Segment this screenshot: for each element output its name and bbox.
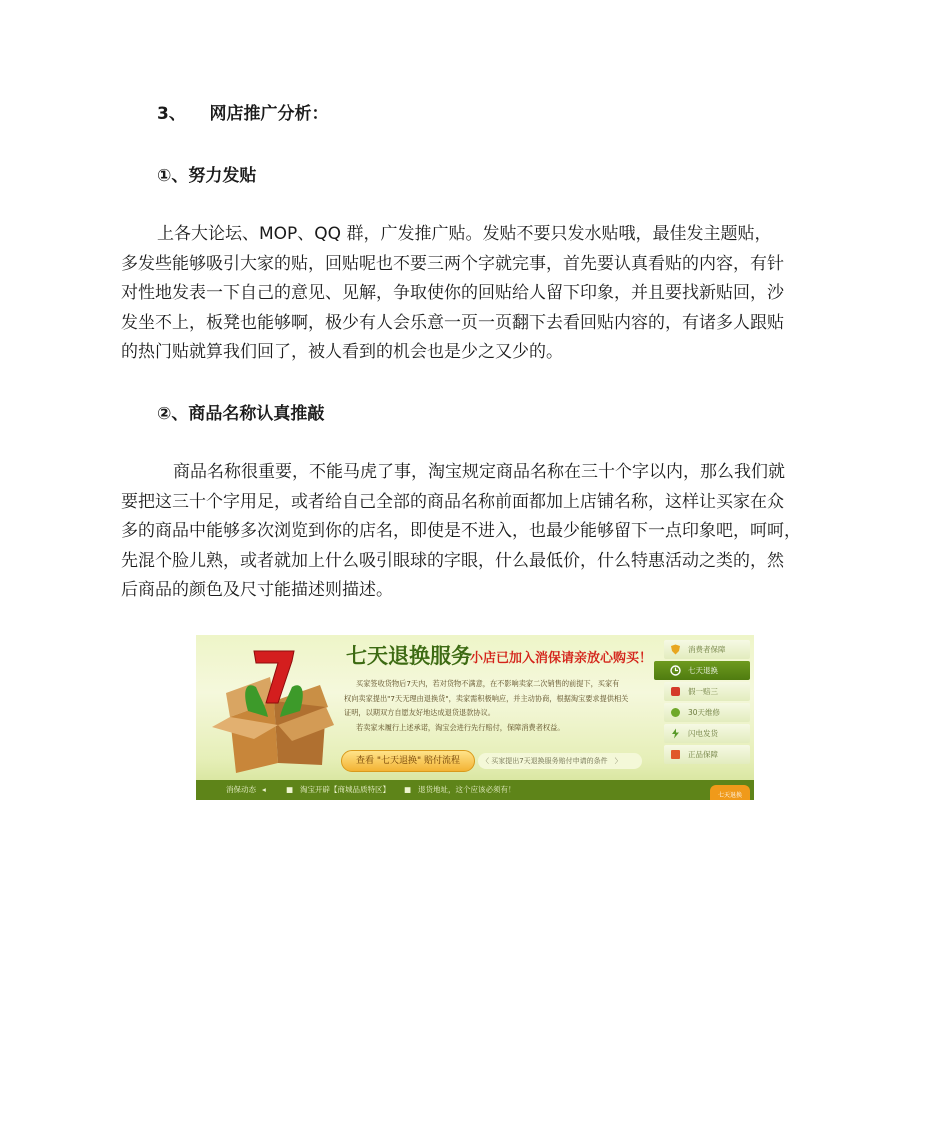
- side-item-consumer-protection[interactable]: [664, 640, 750, 659]
- side-item-label: 消费者保障: [688, 645, 726, 654]
- side-item-label: 30天维修: [688, 708, 721, 717]
- banner-body-line: 证明，以期双方自愿友好地达成退货退款协议。: [344, 708, 495, 717]
- paragraph-line: 上各大论坛、MOP、QQ 群，广发推广贴。发贴不要只发水贴哦，最佳发主题贴，: [157, 224, 772, 244]
- subsection-title-1: ①、努力发贴: [157, 166, 257, 186]
- side-item-thirty-day-repair[interactable]: [664, 703, 750, 722]
- section-number: 3、: [157, 104, 186, 124]
- banner-slogan: 小店已加入消保请亲放心购买！: [470, 651, 653, 666]
- service-side-menu: [664, 640, 750, 766]
- side-item-genuine-guarantee[interactable]: [664, 745, 750, 764]
- lightning-icon: [670, 728, 681, 739]
- seven-day-badge: 七天退换: [710, 785, 750, 800]
- paragraph-2: [121, 458, 841, 606]
- side-item-label: 闪电发货: [688, 729, 718, 738]
- ticker-label: 消保动态: [226, 785, 256, 794]
- paragraph-line: 多发些能够吸引大家的贴，回贴呢也不要三两个字就完事，首先要认真看贴的内容，有针: [121, 253, 784, 274]
- speaker-icon: ◂: [262, 785, 266, 794]
- side-item-fast-shipping[interactable]: [664, 724, 750, 743]
- paragraph-line: 先混个脸儿熟，或者就加上什么吸引眼球的字眼，什么最低价，什么特惠活动之类的，然: [121, 550, 784, 571]
- bullet-icon: ■: [286, 785, 294, 794]
- side-item-seven-day-return[interactable]: [654, 661, 750, 680]
- badge-icon: [670, 686, 681, 697]
- genuine-icon: [670, 749, 681, 760]
- paragraph-line: 要把这三十个字用足，或者给自己全部的商品名称前面都加上店铺名称，这样让买家在众: [121, 491, 784, 512]
- paragraph-line: 商品名称很重要，不能马虎了事，淘宝规定商品名称在三十个字以内，那么我们就: [173, 462, 785, 482]
- paragraph-line: 的热门贴就算我们回了，被人看到的机会也是少之又少的。: [121, 342, 563, 362]
- section-heading: [157, 99, 329, 124]
- banner-title: 七天退换服务: [346, 644, 472, 668]
- subsection-title-2: ②、商品名称认真推敲: [157, 404, 325, 424]
- side-item-fake-compensation[interactable]: [664, 682, 750, 701]
- return-icon: [670, 665, 681, 676]
- side-item-label: 假一赔三: [688, 687, 718, 696]
- side-item-label: 七天退换: [688, 666, 718, 675]
- ticker-item-2[interactable]: 退货地址，这个应该必须有！: [418, 785, 516, 794]
- paragraph-line: 多的商品中能够多次浏览到你的店名，即使是不进入，也最少能够留下一点印象吧，呵呵，: [121, 521, 801, 541]
- repair-icon: [670, 707, 681, 718]
- section-title: 网店推广分析：: [209, 104, 329, 124]
- paragraph-1: [121, 220, 841, 368]
- seven-day-return-banner: [196, 635, 754, 800]
- banner-body-line: 买家签收货物后7天内，若对货物不满意，在不影响卖家二次销售的前提下，买家有: [356, 679, 620, 688]
- paragraph-line: 对性地发表一下自己的意见、见解，争取使你的回贴给人留下印象，并且要找新贴回，沙: [121, 283, 784, 303]
- bullet-icon: ■: [404, 785, 412, 794]
- paragraph-line: 发坐不上，板凳也能够啊，极少有人会乐意一页一页翻下去看回贴内容的，有诸多人跟贴: [121, 312, 784, 333]
- return-conditions-link[interactable]: 〈 买家提出7天退换服务赔付申请的条件 〉: [478, 753, 642, 769]
- banner-body-line: 权向卖家提出"7天无理由退换货"，卖家需积极响应，并主动协商，根据淘宝要求提供相关: [344, 693, 629, 703]
- news-ticker-bar: [196, 780, 754, 800]
- ticker-item-1[interactable]: 淘宝开辟【商城品质特区】: [300, 785, 390, 794]
- view-compensation-flow-button[interactable]: 查看 "七天退换" 赔付流程: [341, 750, 475, 772]
- gift-box-icon: [208, 641, 338, 773]
- banner-body-line: 若卖家未履行上述承诺，淘宝会进行先行赔付，保障消费者权益。: [356, 722, 565, 732]
- side-item-label: 正品保障: [688, 750, 718, 759]
- paragraph-line: 后商品的颜色及尺寸能描述则描述。: [121, 580, 393, 600]
- banner-description: [344, 677, 656, 735]
- shield-icon: [670, 644, 681, 655]
